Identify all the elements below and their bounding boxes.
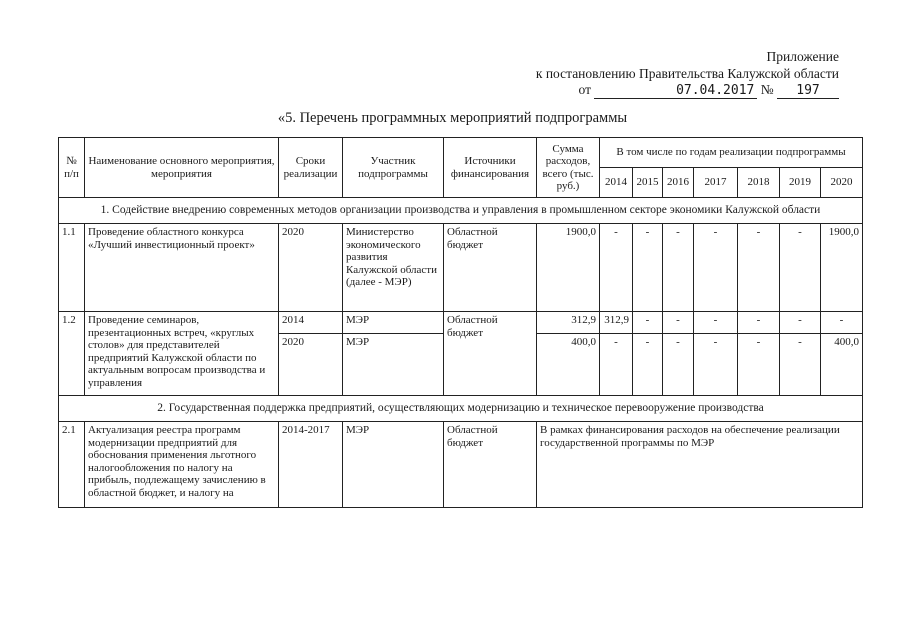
row-num: 1.1 <box>59 224 85 312</box>
activity-terms: 2014 <box>279 312 343 334</box>
col-header-total: Сумма расходов, всего (тыс. руб.) <box>537 138 600 198</box>
year-value: - <box>821 312 863 334</box>
year-value: - <box>663 334 694 396</box>
activity-participant: МЭР <box>343 334 444 396</box>
activity-terms: 2020 <box>279 334 343 396</box>
col-header-year: 2019 <box>780 168 821 198</box>
number-label: № <box>760 82 774 97</box>
program-activities-table <box>58 137 863 508</box>
col-header-year: 2018 <box>738 168 780 198</box>
table-row <box>59 312 863 334</box>
col-header-participant: Участник подпрограммы <box>343 138 444 198</box>
funding-source: Областной бюджет <box>444 312 537 396</box>
year-value: - <box>694 312 738 334</box>
resolution-reference: к постановлению Правительства Калужской области <box>535 66 839 81</box>
col-header-sources: Источники финансирования <box>444 138 537 198</box>
total-amount: 312,9 <box>537 312 600 334</box>
funding-source: Областной бюджет <box>444 422 537 508</box>
row-num: 2.1 <box>59 422 85 508</box>
year-value: - <box>738 312 780 334</box>
activity-participant: Министерство экономического развития Калужской области (далее - МЭР) <box>343 224 444 312</box>
resolution-date: 07.04.2017 <box>594 84 757 99</box>
col-header-name: Наименование основного мероприятия, мероприятия <box>85 138 279 198</box>
col-header-year: 2017 <box>694 168 738 198</box>
section-heading-1: 1. Содействие внедрению современных методов организации производства и управления в промышленном секторе экономики Калужской области <box>59 198 863 224</box>
activity-participant: МЭР <box>343 422 444 508</box>
section-heading-2: 2. Государственная поддержка предприятий, осуществляющих модернизацию и техническое перевооружение производства <box>59 396 863 422</box>
activity-participant: МЭР <box>343 312 444 334</box>
year-value: - <box>633 312 663 334</box>
total-amount: 400,0 <box>537 334 600 396</box>
year-value: - <box>694 334 738 396</box>
resolution-date-line <box>579 81 840 99</box>
col-header-year: 2020 <box>821 168 863 198</box>
total-amount: 1900,0 <box>537 224 600 312</box>
col-header-year: 2015 <box>633 168 663 198</box>
row-num: 1.2 <box>59 312 85 396</box>
funding-note: В рамках финансирования расходов на обеспечение реализации государственной программы по МЭР <box>537 422 863 508</box>
year-value: 400,0 <box>821 334 863 396</box>
year-value: - <box>780 224 821 312</box>
year-value: - <box>694 224 738 312</box>
year-value: - <box>600 224 633 312</box>
table-row <box>59 224 863 312</box>
year-value: 1900,0 <box>821 224 863 312</box>
page-title: «5. Перечень программных мероприятий подпрограммы <box>277 110 628 126</box>
col-header-year: 2016 <box>663 168 694 198</box>
activity-name: Проведение областного конкурса «Лучший инвестиционный проект» <box>85 224 279 312</box>
year-value: - <box>738 224 780 312</box>
year-value: - <box>663 224 694 312</box>
table-row <box>59 422 863 508</box>
activity-terms: 2014-2017 <box>279 422 343 508</box>
col-header-year: 2014 <box>600 168 633 198</box>
year-value: - <box>663 312 694 334</box>
year-value: 312,9 <box>600 312 633 334</box>
activity-name: Проведение семинаров, презентационных встреч, «круглых столов» для представителей предприятий Калужской области по актуальным вопросам производства и управления <box>85 312 279 396</box>
col-header-terms: Сроки реализации <box>279 138 343 198</box>
year-value: - <box>738 334 780 396</box>
year-value: - <box>600 334 633 396</box>
year-value: - <box>633 334 663 396</box>
year-value: - <box>780 334 821 396</box>
year-value: - <box>633 224 663 312</box>
year-value: - <box>780 312 821 334</box>
activity-name: Актуализация реестра программ модернизации предприятий для обоснования применения льготного налогообложения по налогу на прибыль, подлежащему зачислению в областной бюджет, и налогу на <box>85 422 279 508</box>
activity-terms: 2020 <box>279 224 343 312</box>
funding-source: Областной бюджет <box>444 224 537 312</box>
appendix-label: Приложение <box>766 49 839 64</box>
from-label: от <box>578 82 591 97</box>
resolution-number: 197 <box>777 84 839 99</box>
col-header-num: № п/п <box>59 138 85 198</box>
col-header-by-years: В том числе по годам реализации подпрограммы <box>600 138 863 168</box>
